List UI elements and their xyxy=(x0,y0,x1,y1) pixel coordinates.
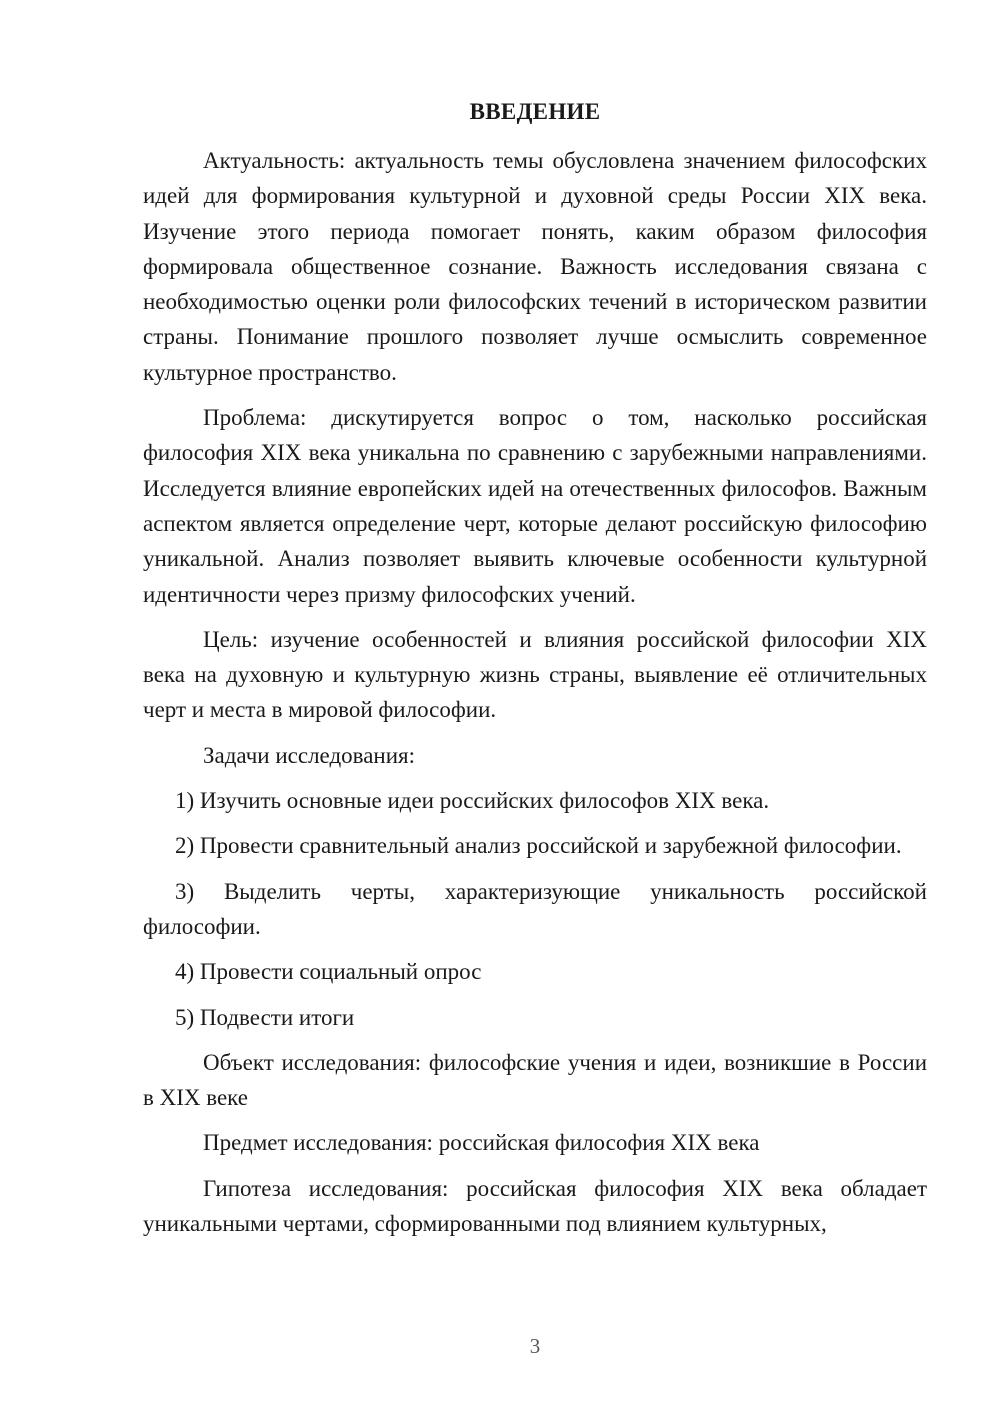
paragraph-goal: Цель: изучение особенностей и влияния российской философии XIX века на духовную и культурную жизнь страны, выявление её отличительных черт и места в мировой философии. xyxy=(143,626,927,723)
document-body xyxy=(143,143,927,1251)
paragraph-problem: Проблема: дискутируется вопрос о том, насколько российская философия XIX века уникальна по сравнению с зарубежными направлениями. Исследуется влияние европейских идей на отечественных философов. Важным аспектом является определение черт, которые делают российскую философию уникальной. Анализ позволяет выявить ключевые особенности культурной идентичности через призму философских учений. xyxy=(143,405,927,607)
task-item-4: 4) Провести социальный опрос xyxy=(175,959,482,985)
page-number: 3 xyxy=(529,1334,541,1358)
paragraph-tasks-intro: Задачи исследования: xyxy=(203,742,416,768)
paragraph-relevance: Актуальность: актуальность темы обусловлена значением философских идей для формирования культурной и духовной среды России XIX века. Изучение этого периода помогает понять, каким образом философия формировала общественное сознание. Важность исследования связана с необходимостью оценки роли философских течений в историческом развитии страны. Понимание прошлого позволяет лучше осмыслить современное культурное пространство. xyxy=(143,148,927,385)
task-item-3: 3) Выделить черты, характеризующие уникальность российской философии. xyxy=(143,878,927,939)
paragraph-object: Объект исследования: философские учения и идеи, возникшие в России в XIX веке xyxy=(143,1049,927,1111)
paragraph-subject: Предмет исследования: российская философия XIX века xyxy=(203,1130,760,1156)
task-item-5: 5) Подвести итоги xyxy=(175,1004,355,1030)
task-item-2: 2) Провести сравнительный анализ российской и зарубежной философии. xyxy=(175,833,902,859)
task-item-1: 1) Изучить основные идеи российских философов XIX века. xyxy=(175,788,770,814)
section-heading: ВВЕДЕНИЕ xyxy=(469,99,601,124)
paragraph-hypothesis: Гипотеза исследования: российская философия XIX века обладает уникальными чертами, сформированными под влиянием культурных, xyxy=(143,1175,927,1237)
